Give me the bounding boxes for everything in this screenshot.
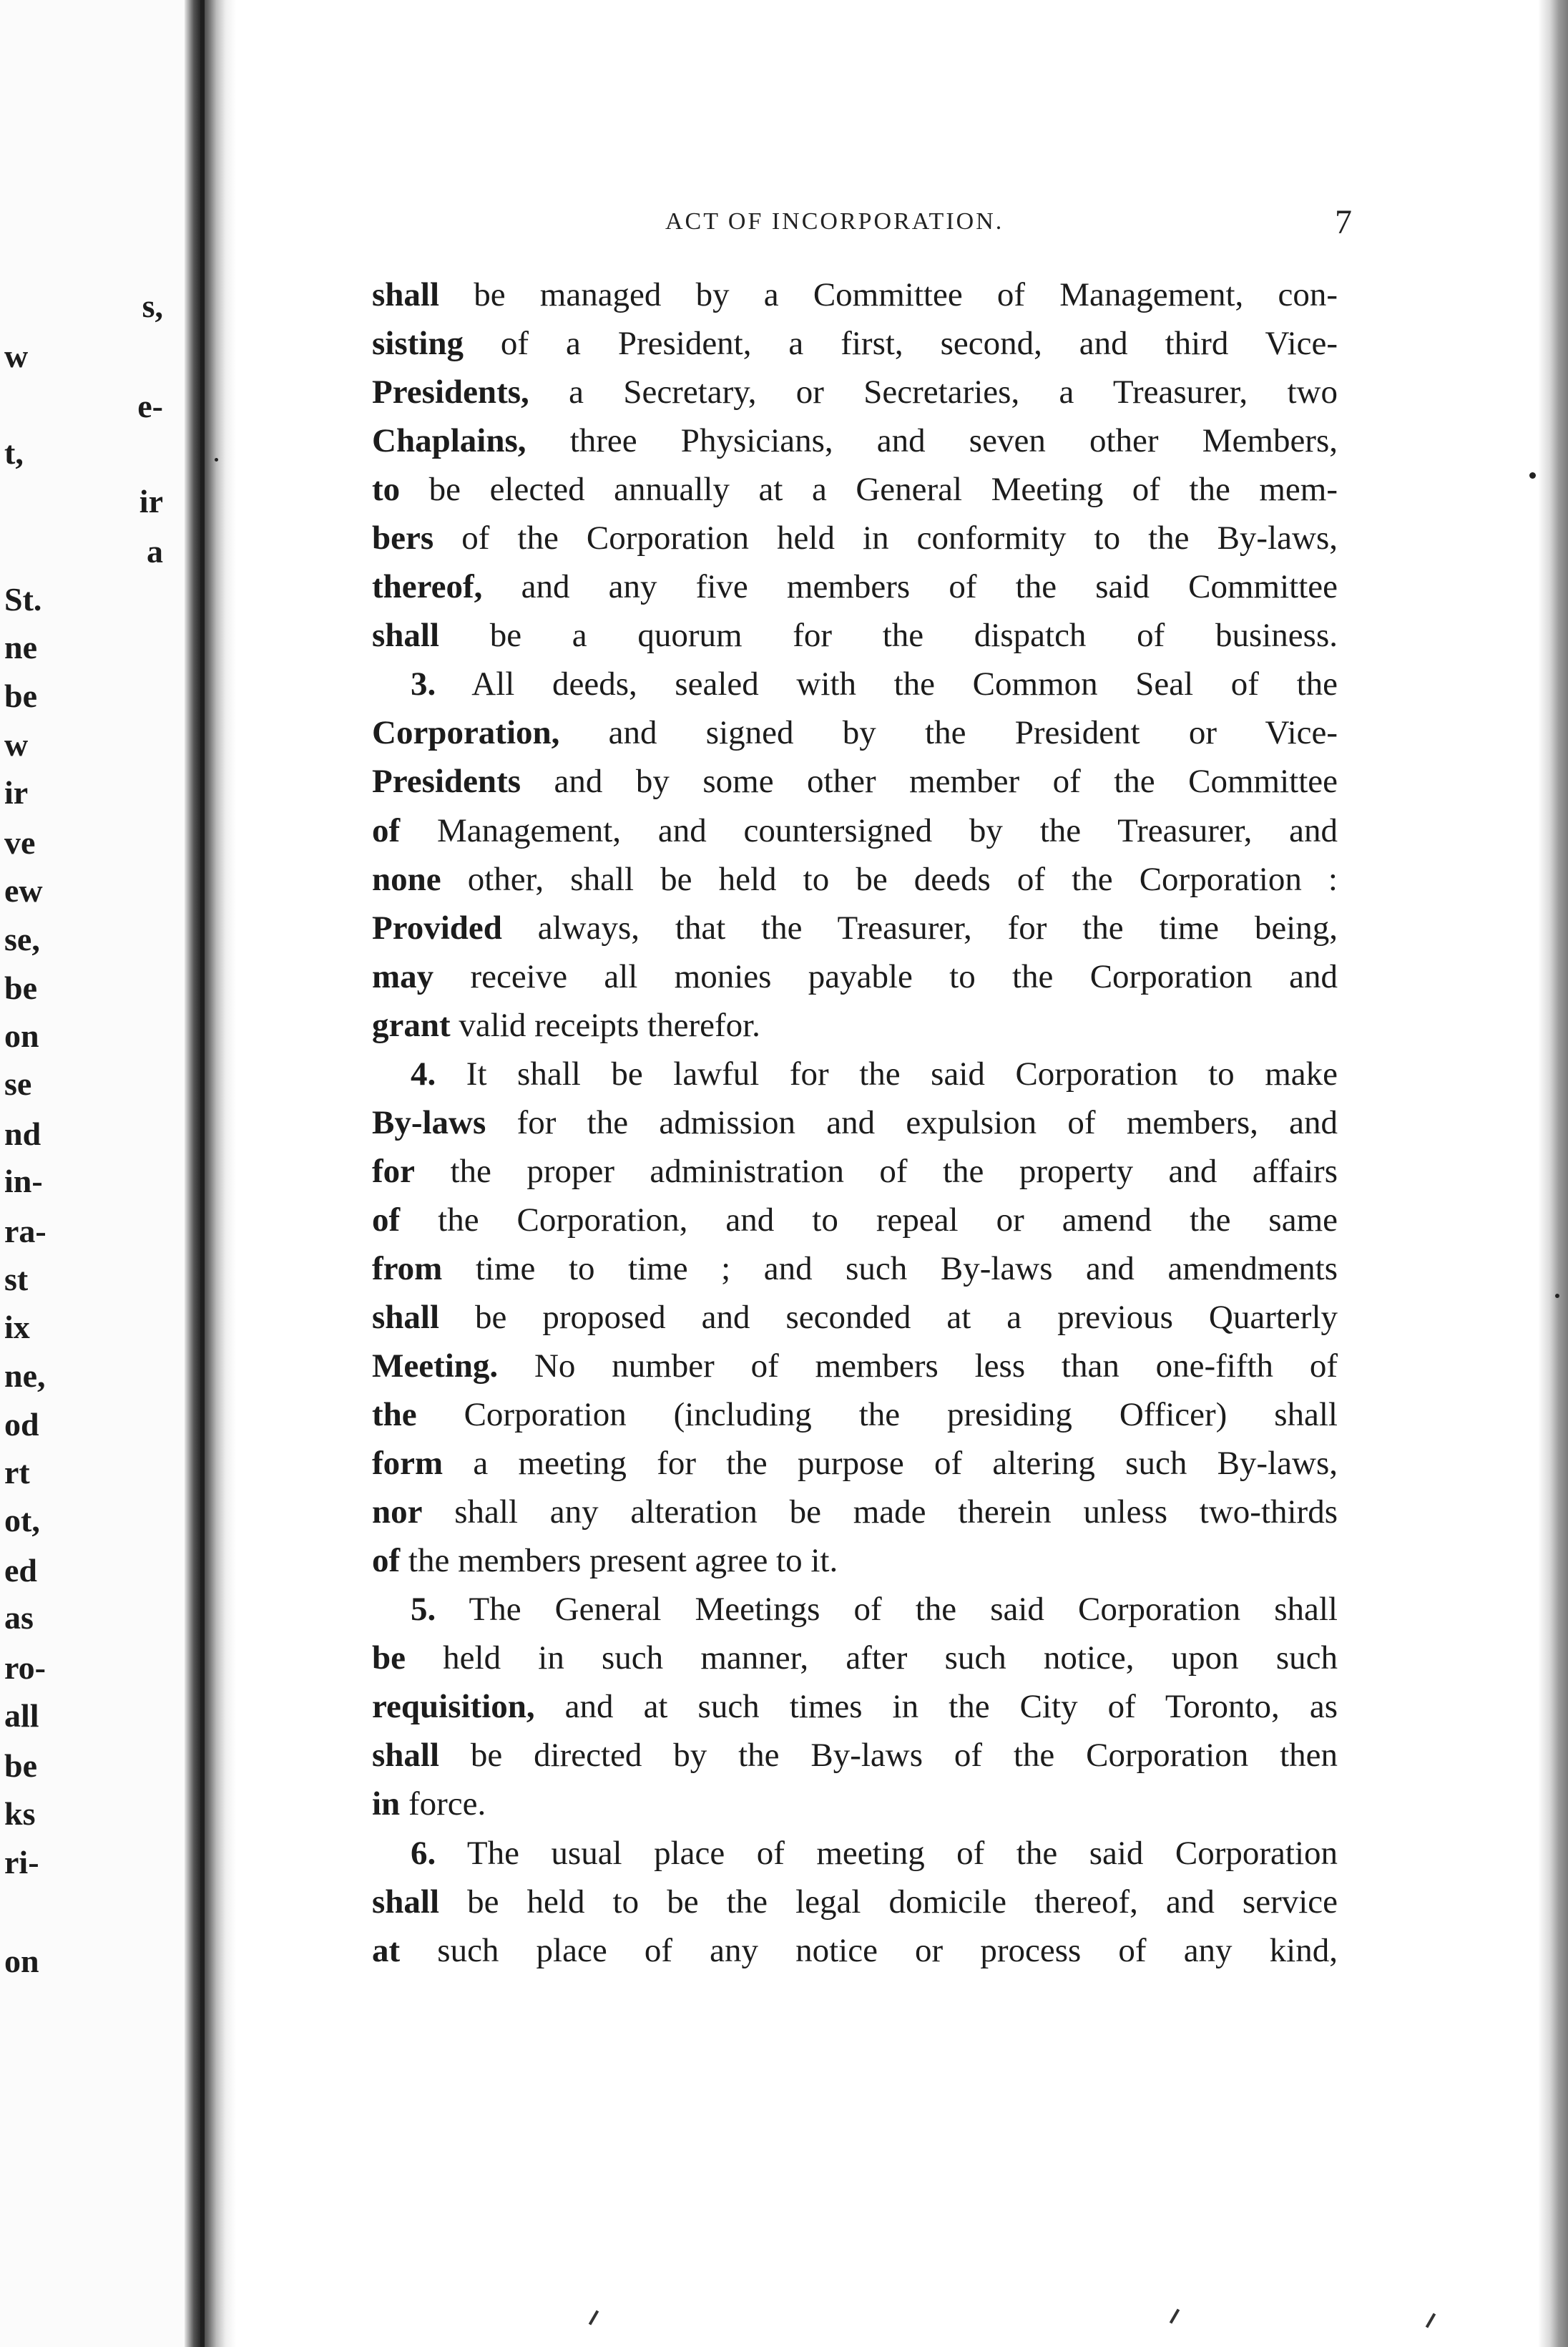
line-lead-word: 3.: [411, 665, 436, 703]
facing-page-fragment: ed: [4, 1552, 37, 1589]
line-text: be held to be the legal domicile thereof, and service: [439, 1883, 1338, 1921]
facing-page-fragment: on: [4, 1018, 39, 1054]
line-lead-word: requisition,: [372, 1688, 535, 1726]
facing-page-fragment: ve: [4, 824, 36, 861]
line-lead-word: of: [372, 1201, 401, 1239]
text-line: [372, 270, 1338, 319]
text-line: [372, 1050, 1338, 1098]
facing-page-fragment: se,: [4, 921, 40, 957]
line-text: The General Meetings of the said Corporation shall: [436, 1591, 1338, 1629]
line-text: held in such manner, after such notice, upon such: [406, 1639, 1338, 1677]
facing-page-fragment: St.: [4, 581, 42, 618]
facing-page-fragment: ix: [4, 1309, 30, 1345]
line-lead-word: shall: [372, 1737, 440, 1775]
line-text: a Secretary, or Secretaries, a Treasurer, two: [529, 374, 1338, 411]
facing-page-fragment: ri-: [4, 1844, 39, 1880]
text-line: [372, 416, 1338, 465]
text-line: [372, 514, 1338, 562]
line-lead-word: of: [372, 811, 401, 849]
line-lead-word: at: [372, 1931, 401, 1969]
text-line: [372, 806, 1338, 855]
line-lead-word: shall: [372, 1883, 440, 1921]
line-lead-word: thereof,: [372, 568, 483, 606]
facing-page-fragment: ot,: [4, 1502, 40, 1538]
line-lead-word: for: [372, 1152, 416, 1190]
line-lead-word: from: [372, 1249, 443, 1287]
line-text: a meeting for the purpose of altering such By-laws,: [443, 1445, 1338, 1483]
line-lead-word: Presidents: [372, 763, 521, 801]
facing-page-fragment: st: [4, 1261, 29, 1297]
page-number: 7: [1335, 203, 1352, 241]
line-text: be directed by the By-laws of the Corporation then: [439, 1737, 1338, 1775]
facing-page-fragment: se: [4, 1065, 32, 1102]
line-lead-word: nor: [372, 1493, 423, 1531]
ink-speck: [1555, 1294, 1559, 1298]
line-text: be a quorum for the dispatch of business.: [439, 617, 1338, 655]
line-lead-word: 4.: [411, 1055, 436, 1093]
line-text: such place of any notice or process of any kind,: [400, 1931, 1338, 1969]
facing-page-fragment: t,: [4, 434, 24, 471]
text-line: [372, 1488, 1338, 1536]
line-text: and any five members of the said Committee: [482, 568, 1338, 606]
text-line: [372, 1098, 1338, 1147]
text-line: [372, 1878, 1338, 1926]
text-line: [372, 368, 1338, 416]
line-text: always, that the Treasurer, for the time being,: [501, 909, 1338, 947]
facing-page-fragment: e-: [137, 388, 163, 424]
facing-page-fragment: ir: [139, 483, 163, 519]
line-text: Management, and countersigned by the Treasurer, and: [400, 811, 1338, 849]
line-text: and by some other member of the Committee: [521, 763, 1338, 801]
line-lead-word: Presidents,: [372, 374, 529, 411]
line-lead-word: shall: [372, 617, 440, 655]
text-line: [372, 1536, 1338, 1585]
text-line: [372, 611, 1338, 660]
facing-page-fragment: ew: [4, 872, 43, 909]
facing-page-fragment: s,: [142, 288, 163, 324]
line-text: No number of members less than one-fifth of: [498, 1347, 1338, 1385]
page-edge: [1538, 0, 1568, 2347]
line-lead-word: to: [372, 471, 401, 509]
line-lead-word: 6.: [411, 1834, 436, 1872]
text-line: [372, 660, 1338, 708]
text-line: [372, 1390, 1338, 1439]
facing-page-fragment: be: [4, 1747, 37, 1784]
facing-page-text: [0, 0, 192, 2347]
line-lead-word: sisting: [372, 325, 464, 363]
line-text: shall any alteration be made therein unless two-thirds: [422, 1493, 1338, 1531]
facing-page-fragment: ro-: [4, 1649, 46, 1686]
facing-page-fragment: on: [4, 1943, 39, 1979]
line-text: All deeds, sealed with the Common Seal of the: [436, 665, 1338, 703]
text-line: [372, 708, 1338, 757]
line-text: force.: [400, 1785, 486, 1823]
facing-page-fragment: nd: [4, 1116, 41, 1152]
line-text: and signed by the President or Vice-: [559, 714, 1338, 752]
ink-mark: [1426, 2313, 1436, 2328]
text-line: [372, 757, 1338, 806]
line-text: of the Corporation held in conformity to the By-laws,: [433, 519, 1338, 557]
text-line: [372, 465, 1338, 514]
line-lead-word: Provided: [372, 909, 502, 947]
facing-page-fragment: be: [4, 678, 37, 714]
text-line: [372, 1585, 1338, 1634]
line-lead-word: Corporation,: [372, 714, 560, 752]
facing-page-fragment: ir: [4, 774, 29, 811]
line-text: the Corporation, and to repeal or amend the same: [400, 1201, 1338, 1239]
facing-page-fragment: w: [4, 726, 29, 763]
text-line: [372, 904, 1338, 952]
text-line: [372, 1731, 1338, 1780]
binding-gutter: [185, 0, 236, 2347]
facing-page-fragment: od: [4, 1406, 39, 1443]
line-text: and at such times in the City of Toronto, as: [534, 1688, 1338, 1726]
text-line: [372, 1196, 1338, 1244]
line-lead-word: form: [372, 1445, 444, 1483]
line-text: three Physicians, and seven other Members,: [526, 422, 1338, 460]
line-lead-word: grant: [372, 1006, 451, 1044]
text-line: [372, 1682, 1338, 1731]
text-line: [372, 1439, 1338, 1488]
line-lead-word: 5.: [411, 1591, 436, 1629]
facing-page-fragment: as: [4, 1599, 34, 1636]
line-text: It shall be lawful for the said Corporation to make: [436, 1055, 1338, 1093]
line-lead-word: shall: [372, 1298, 440, 1336]
line-text: time to time ; and such By-laws and amendments: [442, 1249, 1338, 1287]
text-line: [372, 1780, 1338, 1828]
text-line: [372, 855, 1338, 904]
line-lead-word: bers: [372, 519, 434, 557]
line-lead-word: By-laws: [372, 1103, 486, 1141]
line-text: be managed by a Committee of Management, con-: [439, 276, 1338, 313]
line-text: be elected annually at a General Meeting of the mem-: [400, 471, 1338, 509]
line-lead-word: may: [372, 957, 434, 995]
text-line: [372, 319, 1338, 368]
text-line: [372, 1244, 1338, 1293]
running-title: ACT OF INCORPORATION.: [665, 208, 1004, 235]
line-lead-word: be: [372, 1639, 406, 1677]
line-text: be proposed and seconded at a previous Quarterly: [439, 1298, 1338, 1336]
text-line: [372, 1342, 1338, 1390]
text-line: [372, 1147, 1338, 1196]
line-lead-word: none: [372, 860, 441, 898]
text-line: [372, 1293, 1338, 1342]
binding-crease: [200, 0, 205, 2347]
ink-mark: [1170, 2308, 1180, 2323]
line-text: the members present agree to it.: [400, 1542, 838, 1580]
line-text: of a President, a first, second, and third Vice-: [464, 325, 1338, 363]
ink-speck: [1529, 472, 1536, 479]
facing-page: [0, 0, 192, 2347]
line-text: receive all monies payable to the Corporation and: [433, 957, 1338, 995]
facing-page-fragment: ne,: [4, 1357, 46, 1394]
facing-page-fragment: a: [147, 533, 163, 570]
line-lead-word: the: [372, 1396, 417, 1434]
facing-page-fragment: all: [4, 1697, 39, 1734]
text-line: [372, 1634, 1338, 1682]
ink-mark: [589, 2310, 599, 2325]
line-text: The usual place of meeting of the said Corporation: [436, 1834, 1338, 1872]
line-text: valid receipts therefor.: [450, 1006, 760, 1044]
running-head: [358, 203, 1352, 245]
facing-page-fragment: ne: [4, 629, 37, 665]
text-line: [372, 1001, 1338, 1050]
facing-page-fragment: w: [4, 338, 29, 374]
text-line: [372, 952, 1338, 1001]
line-lead-word: shall: [372, 276, 440, 313]
text-line: [372, 562, 1338, 611]
line-text: Corporation (including the presiding Officer) shall: [416, 1396, 1338, 1434]
text-line: [372, 1926, 1338, 1975]
line-lead-word: Chaplains,: [372, 422, 526, 460]
facing-page-fragment: ks: [4, 1795, 36, 1832]
facing-page-fragment: in-: [4, 1163, 43, 1199]
facing-page-fragment: rt: [4, 1454, 30, 1490]
line-lead-word: of: [372, 1542, 401, 1580]
body-text: [372, 270, 1338, 1975]
line-text: for the admission and expulsion of members, and: [486, 1103, 1338, 1141]
line-text: other, shall be held to be deeds of the Corporation :: [441, 860, 1338, 898]
ink-speck: [215, 458, 218, 462]
line-text: the proper administration of the property and affairs: [415, 1152, 1338, 1190]
facing-page-fragment: be: [4, 970, 37, 1006]
text-line: [372, 1829, 1338, 1878]
line-lead-word: in: [372, 1785, 401, 1823]
line-lead-word: Meeting.: [372, 1347, 499, 1385]
facing-page-fragment: ra-: [4, 1213, 46, 1249]
